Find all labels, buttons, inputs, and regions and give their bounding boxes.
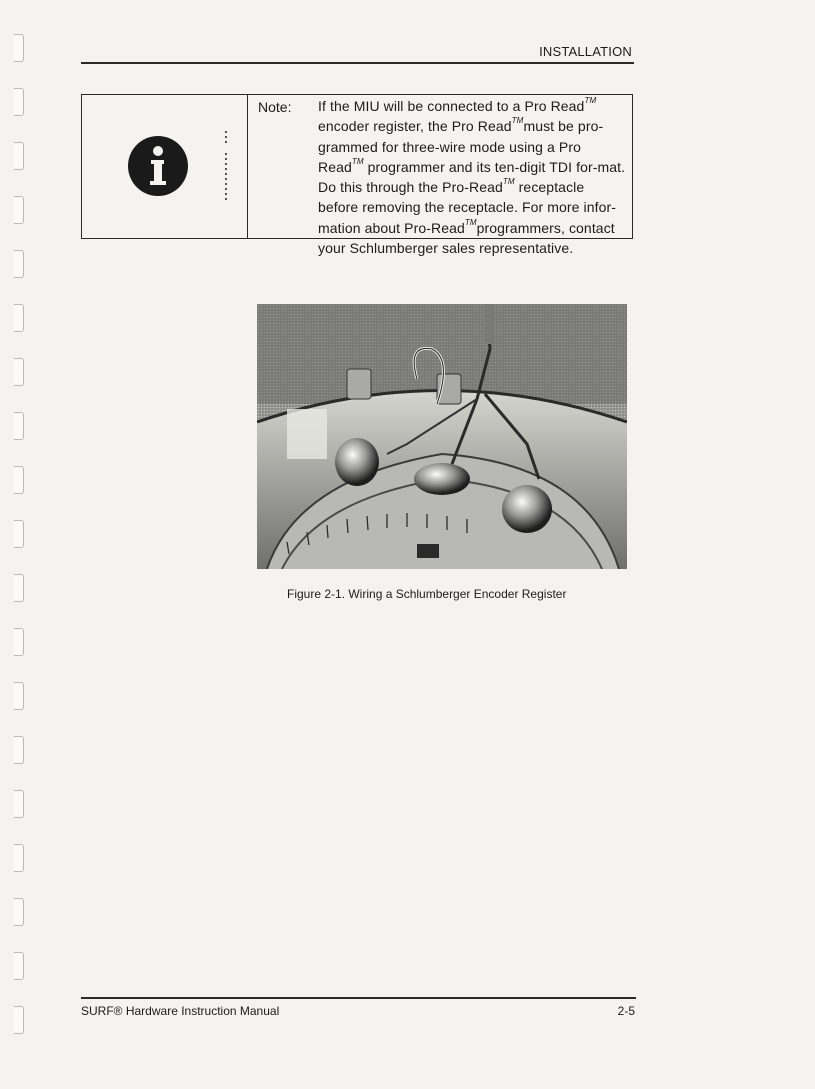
note-label: Note: [258, 99, 292, 115]
header-rule [81, 62, 634, 64]
binder-holes [0, 0, 40, 1089]
note-icon-column [82, 95, 248, 238]
footer-title: SURF® Hardware Instruction Manual [81, 1004, 280, 1018]
note-box [81, 94, 633, 257]
note-body: If the MIU will be connected to a Pro Read™ encoder register, the Pro Read™must be pro-grammed for three-wire mode using a Pro Read™ programmer and its ten-digit TDI for-mat. Do this through the Pro-Read™ receptacle before removing the receptacle. For more infor-mation about Pro-Read™programmers, contact your Schlumberger sales representative. [318, 96, 626, 257]
ruler-ticks [225, 131, 227, 203]
page-number: 2-5 [617, 1004, 635, 1018]
figure-caption: Figure 2-1. Wiring a Schlumberger Encoder Register [287, 587, 567, 601]
info-icon [127, 135, 189, 197]
footer-rule [81, 997, 636, 999]
running-header: INSTALLATION [539, 44, 632, 59]
figure-photo [257, 304, 627, 569]
